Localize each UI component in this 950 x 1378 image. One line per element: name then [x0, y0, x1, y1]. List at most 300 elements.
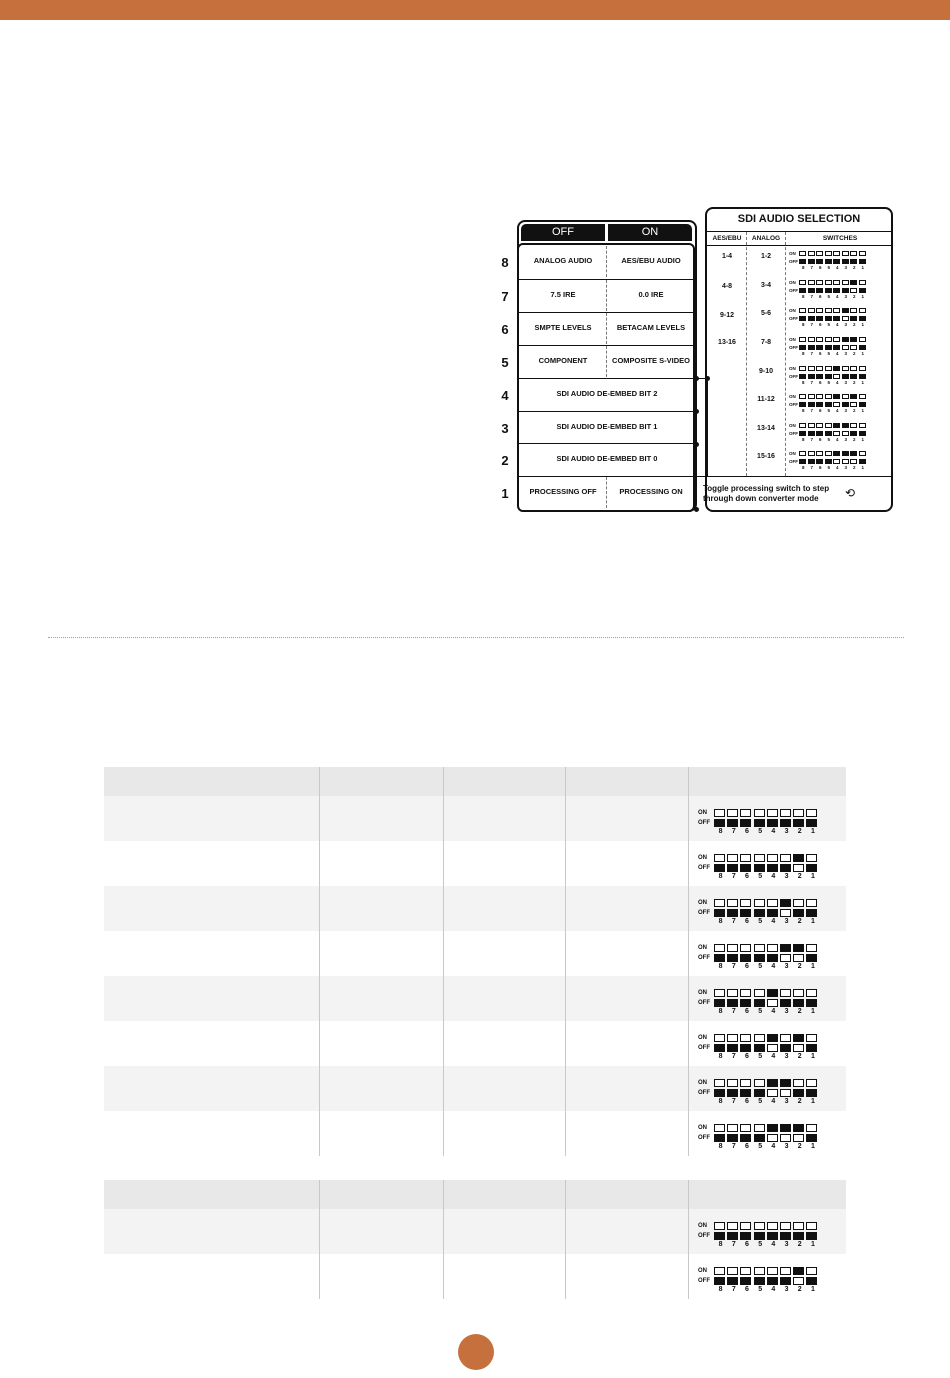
dip-off-row [789, 343, 867, 351]
switch-numbers [698, 1098, 846, 1105]
switch-empty-cell [850, 345, 857, 350]
switch-number: 2 [797, 963, 802, 970]
switch-number: 5 [758, 873, 763, 880]
switch-number: 1 [810, 1008, 815, 1015]
table-row [104, 1111, 846, 1156]
table-cell [444, 1066, 566, 1111]
switch-number: 2 [797, 1053, 802, 1060]
switch-number: 6 [745, 1053, 749, 1060]
switch-empty-cell [850, 402, 857, 407]
on-label: ON [698, 1080, 707, 1086]
switch-numbers [789, 380, 867, 385]
switch-number: 2 [797, 1286, 802, 1293]
switch-off-cell [806, 954, 817, 962]
table-cell [566, 886, 689, 931]
switch-number: 4 [835, 408, 839, 413]
switch-cell [689, 931, 846, 976]
off-label: OFF [789, 373, 798, 379]
switch-off-cell [833, 345, 840, 350]
dip-off-row [698, 863, 846, 873]
switch-off-cell [859, 374, 866, 379]
switch-off-cell [816, 288, 823, 293]
switch-empty-cell [767, 944, 778, 952]
switch-number: 5 [827, 437, 830, 442]
switch-off-cell [816, 316, 823, 321]
switch-empty-cell [806, 1079, 817, 1087]
switch-empty-cell [816, 308, 823, 313]
switch-off-cell [740, 1089, 751, 1097]
switch-off-cell [825, 402, 832, 407]
switch-off-cell [816, 431, 823, 436]
table-row [104, 1021, 846, 1066]
switch-settings-table-2 [104, 1180, 846, 1299]
switch-number: 2 [797, 828, 802, 835]
switch-off-cell [767, 1232, 778, 1240]
switch-number: 7 [731, 1241, 736, 1248]
col-divider [746, 232, 747, 476]
switch-off-cell [799, 288, 806, 293]
switch-empty-cell [808, 251, 815, 256]
on-label: ON [698, 1125, 707, 1131]
switch-number: 3 [784, 828, 789, 835]
table-cell [104, 1021, 320, 1066]
switch-empty-cell [767, 809, 778, 817]
switch-number: 4 [771, 1286, 776, 1293]
switch-off-cell [825, 345, 832, 350]
switch-off-cell [793, 999, 804, 1007]
switch-empty-cell [740, 1222, 751, 1230]
table-row [104, 841, 846, 886]
dip-off-row [789, 372, 867, 380]
switch-on-cell [793, 1124, 804, 1132]
off-label: OFF [789, 287, 798, 293]
table-row [104, 1254, 846, 1299]
connector-wire [697, 378, 707, 379]
on-label: ON [789, 336, 796, 342]
on-label: ON [698, 855, 707, 861]
dip-on-row [789, 392, 867, 400]
switch-numbers [698, 1241, 846, 1248]
dip-switch-graphic [789, 249, 867, 270]
switch-number: 2 [852, 465, 856, 470]
switch-off-cell [833, 316, 840, 321]
dip-switch-graphic [689, 1021, 846, 1060]
off-label: OFF [698, 1000, 710, 1006]
switch-off-cell [808, 402, 815, 407]
connector-dot [694, 507, 699, 512]
switch-number: 8 [718, 1241, 723, 1248]
switch-number: 3 [784, 1098, 789, 1105]
switch-numbers [698, 918, 846, 925]
analog-channels: 1-2 [760, 253, 772, 260]
switch-on-cell [767, 1079, 778, 1087]
switch-on-cell [767, 989, 778, 997]
switch-number-label: 1 [501, 486, 509, 501]
table-header [104, 1180, 846, 1209]
switch-empty-cell [859, 251, 866, 256]
switch-empty-cell [754, 854, 765, 862]
switch-empty-cell [806, 809, 817, 817]
switch-off-cell [740, 1232, 751, 1240]
switch-number: 6 [818, 437, 822, 442]
switch-on-cell [850, 337, 857, 342]
switch-empty-cell [850, 308, 857, 313]
switch-empty-cell [754, 1267, 765, 1275]
top-accent-bar [0, 0, 950, 20]
switch-empty-cell [806, 989, 817, 997]
switch-number: 6 [818, 322, 822, 327]
on-label: ON [698, 945, 707, 951]
switch-off-cell [780, 819, 791, 827]
table-cell [566, 841, 689, 886]
table-cell [320, 841, 444, 886]
switch-off-cell [825, 374, 832, 379]
divider [707, 245, 891, 246]
switch-off-cell [808, 431, 815, 436]
table-cell [104, 1254, 320, 1299]
switch-empty-cell [808, 394, 815, 399]
switch-empty-cell [780, 1134, 791, 1142]
table-cell [320, 1066, 444, 1111]
switch-on-cell [793, 854, 804, 862]
dip-off-row [698, 998, 846, 1008]
switch-empty-cell [806, 899, 817, 907]
switch-empty-cell [833, 251, 840, 256]
switch-off-cell [727, 954, 738, 962]
switch-number: 8 [718, 1143, 723, 1150]
dip-off-row [698, 1231, 846, 1241]
switch-empty-cell [859, 394, 866, 399]
dip-on-row [789, 364, 867, 372]
sdi-selection-title: SDI AUDIO SELECTION [737, 213, 861, 225]
switch-empty-cell [727, 989, 738, 997]
switch-off-cell [727, 864, 738, 872]
on-label: ON [698, 990, 707, 996]
switch-empty-cell [767, 854, 778, 862]
on-label: ON [789, 422, 796, 428]
switch-empty-cell [842, 394, 849, 399]
switch-empty-cell [816, 366, 823, 371]
header-cell [566, 1180, 689, 1209]
switch-on-cell [793, 1034, 804, 1042]
on-label: ON [789, 393, 796, 399]
section-separator [48, 637, 904, 638]
switch-number: 3 [844, 265, 847, 270]
switch-empty-cell [816, 337, 823, 342]
switch-off-cell [833, 288, 840, 293]
table-cell [320, 1021, 444, 1066]
switch-empty-cell [808, 308, 815, 313]
table-cell [444, 1209, 566, 1254]
switch-empty-cell [806, 1222, 817, 1230]
switch-empty-cell [754, 1079, 765, 1087]
dip-on-row [789, 449, 867, 457]
switch-empty-cell [714, 899, 725, 907]
switch-number: 1 [861, 437, 864, 442]
switch-off-cell [727, 1134, 738, 1142]
switch-empty-cell [780, 989, 791, 997]
switch-numbers [789, 294, 867, 299]
dip-switch-graphic [689, 886, 846, 925]
switch-number-label: 5 [501, 355, 509, 370]
switch-off-cell [842, 402, 849, 407]
dip-off-row [789, 314, 867, 322]
switch-empty-cell [754, 989, 765, 997]
switch-empty-cell [825, 451, 832, 456]
dip-on-row [789, 421, 867, 429]
switch-empty-cell [806, 1124, 817, 1132]
dip-on-row [698, 853, 846, 863]
switch-number: 3 [844, 380, 847, 385]
table-cell [566, 931, 689, 976]
switch-empty-cell [833, 308, 840, 313]
analog-channels: 11-12 [757, 396, 775, 403]
switch-off-cell [767, 909, 778, 917]
switch-on-cell [833, 366, 840, 371]
switch-number: 2 [797, 1008, 802, 1015]
divider [697, 476, 891, 477]
switch-off-cell [714, 1089, 725, 1097]
switch-off-cell [842, 288, 849, 293]
switch-empty-cell [799, 280, 806, 285]
switch-number: 5 [827, 294, 830, 299]
table-cell [320, 796, 444, 841]
switch-empty-cell [793, 989, 804, 997]
switch-settings-table-1 [104, 767, 846, 1156]
switch-cell [689, 976, 846, 1021]
table-cell [104, 886, 320, 931]
table-cell [320, 886, 444, 931]
switch-number: 6 [818, 380, 822, 385]
switch-number: 4 [771, 918, 776, 925]
switch-empty-cell [714, 1267, 725, 1275]
dip-switch-graphic [789, 278, 867, 299]
switch-empty-cell [825, 337, 832, 342]
toggle-arrows-icon: ⟲ [845, 486, 856, 500]
switch-on-cell [850, 451, 857, 456]
table-cell [566, 976, 689, 1021]
switch-off-cell [859, 345, 866, 350]
off-label: OFF [789, 430, 798, 436]
switch-off-cell [825, 288, 832, 293]
switch-off-cell [816, 345, 823, 350]
aes-channels: 4-8 [721, 283, 733, 290]
switch-off-cell [740, 909, 751, 917]
switch-off-cell [806, 1134, 817, 1142]
switch-empty-cell [780, 1267, 791, 1275]
switch-number: 7 [810, 437, 813, 442]
switch-off-cell [806, 1089, 817, 1097]
switch-empty-cell [714, 989, 725, 997]
dip-on-row [789, 278, 867, 286]
switch-empty-cell [850, 288, 857, 293]
dip-off-row [698, 818, 846, 828]
setting-label: SDI AUDIO DE-EMBED BIT 2 [556, 389, 658, 399]
switch-empty-cell [799, 251, 806, 256]
switch-empty-cell [808, 280, 815, 285]
table-cell [444, 976, 566, 1021]
switch-number: 5 [758, 1143, 763, 1150]
table-cell [104, 1209, 320, 1254]
table-cell [566, 1021, 689, 1066]
table-cell [444, 931, 566, 976]
switch-empty-cell [859, 451, 866, 456]
switch-empty-cell [842, 345, 849, 350]
off-label: OFF [698, 1090, 710, 1096]
switch-off-cell [793, 909, 804, 917]
switch-empty-cell [808, 337, 815, 342]
switch-empty-cell [833, 374, 840, 379]
switch-empty-cell [793, 899, 804, 907]
dip-switch-graphic [689, 796, 846, 835]
switch-off-cell [780, 999, 791, 1007]
switch-empty-cell [740, 1124, 751, 1132]
switch-off-cell [806, 909, 817, 917]
on-label: ON [789, 450, 796, 456]
table-cell [320, 1254, 444, 1299]
switch-empty-cell [740, 809, 751, 817]
switch-empty-cell [850, 366, 857, 371]
switch-number: 5 [827, 465, 830, 470]
switch-number: 5 [758, 918, 763, 925]
switch-empty-cell [780, 809, 791, 817]
table-row [104, 931, 846, 976]
switch-off-cell [754, 1134, 765, 1142]
table-header [104, 767, 846, 796]
analog-channels: 15-16 [757, 453, 775, 460]
switch-off-cell [859, 259, 866, 264]
on-label: ON [698, 1223, 707, 1229]
switch-empty-cell [859, 423, 866, 428]
switch-number: 1 [861, 380, 864, 385]
switch-empty-cell [799, 337, 806, 342]
switch-empty-cell [799, 366, 806, 371]
switch-off-cell [727, 1232, 738, 1240]
switch-off-cell [799, 259, 806, 264]
switch-empty-cell [767, 899, 778, 907]
switch-off-cell [799, 431, 806, 436]
on-label: ON [789, 279, 796, 285]
switch-empty-cell [859, 280, 866, 285]
aes-channels: 9-12 [719, 312, 734, 319]
switch-empty-cell [806, 1034, 817, 1042]
switch-empty-cell [806, 854, 817, 862]
table-cell [104, 796, 320, 841]
switch-cell [689, 1066, 846, 1111]
switch-off-cell [799, 345, 806, 350]
switch-number: 7 [810, 294, 813, 299]
switch-number: 3 [784, 1241, 789, 1248]
switch-off-cell [808, 259, 815, 264]
switch-empty-cell [842, 431, 849, 436]
dip-switch-graphic [689, 976, 846, 1015]
switch-number: 7 [731, 1143, 736, 1150]
switch-empty-cell [780, 854, 791, 862]
connector-wire [707, 377, 708, 477]
switch-off-cell [740, 1134, 751, 1142]
switch-number: 4 [771, 1008, 776, 1015]
switch-off-cell [714, 999, 725, 1007]
switch-number: 6 [745, 1143, 749, 1150]
switch-number: 6 [745, 1008, 749, 1015]
switch-numbers [789, 408, 867, 413]
switch-empty-cell [816, 451, 823, 456]
col-switches: SWITCHES [822, 235, 858, 242]
switch-number: 6 [745, 873, 749, 880]
switch-empty-cell [842, 316, 849, 321]
switch-empty-cell [859, 366, 866, 371]
switch-number: 7 [731, 918, 736, 925]
switch-off-cell [714, 1044, 725, 1052]
switch-number: 6 [818, 465, 822, 470]
switch-off-cell [740, 864, 751, 872]
switch-off-cell [727, 1089, 738, 1097]
switch-number: 6 [818, 408, 822, 413]
switch-number: 6 [818, 294, 822, 299]
switch-empty-cell [793, 954, 804, 962]
switch-off-cell [754, 999, 765, 1007]
dip-switch-graphic [689, 1111, 846, 1150]
switch-number: 6 [818, 351, 822, 356]
switch-cell [689, 1021, 846, 1066]
switch-number: 5 [758, 1098, 763, 1105]
switch-off-cell [714, 864, 725, 872]
switch-number-label: 3 [501, 421, 509, 436]
switch-numbers [789, 351, 867, 356]
dip-off-row [789, 457, 867, 465]
switch-cell [689, 1111, 846, 1156]
switch-empty-cell [850, 251, 857, 256]
switch-number: 3 [844, 322, 847, 327]
switch-number: 2 [797, 1143, 802, 1150]
table-cell [320, 1209, 444, 1254]
switch-off-cell [793, 1232, 804, 1240]
switch-off-cell [806, 1232, 817, 1240]
dip-on-row [789, 335, 867, 343]
switch-off-cell [850, 259, 857, 264]
on-label: ON [789, 250, 796, 256]
switch-on-cell [833, 423, 840, 428]
switch-number: 4 [771, 1098, 776, 1105]
switch-number: 3 [784, 1053, 789, 1060]
header-cell [104, 1180, 320, 1209]
switch-empty-cell [842, 459, 849, 464]
dip-off-row [789, 286, 867, 294]
switch-empty-cell [727, 899, 738, 907]
setting-label: SDI AUDIO DE-EMBED BIT 0 [556, 454, 658, 464]
off-label: OFF [698, 1045, 710, 1051]
switch-number: 1 [810, 1143, 815, 1150]
switch-empty-cell [767, 1089, 778, 1097]
switch-cell [689, 1254, 846, 1299]
switch-off-cell [754, 1044, 765, 1052]
switch-number-label: 8 [501, 255, 509, 270]
off-label: OFF [698, 1233, 710, 1239]
switch-number: 8 [718, 1098, 723, 1105]
switch-empty-cell [714, 1034, 725, 1042]
switch-number: 3 [844, 465, 847, 470]
switch-off-cell [842, 259, 849, 264]
dip-switch-graphic [789, 306, 867, 327]
switch-off-cell [859, 431, 866, 436]
switch-numbers [698, 828, 846, 835]
table-row [104, 976, 846, 1021]
switch-number: 3 [784, 918, 789, 925]
switch-empty-cell [780, 909, 791, 917]
setting-off-label: ANALOG AUDIO [533, 256, 593, 266]
switch-number: 8 [801, 322, 805, 327]
switch-number: 3 [844, 437, 847, 442]
